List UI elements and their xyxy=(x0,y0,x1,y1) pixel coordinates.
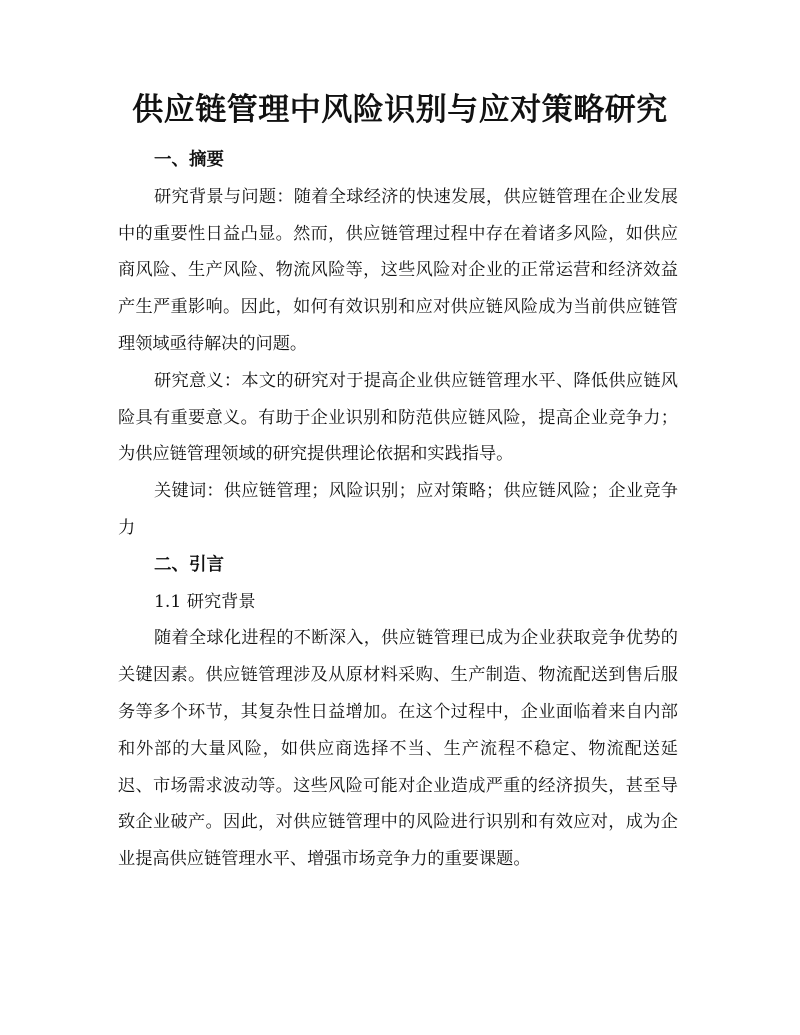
abstract-significance-paragraph: 研究意义：本文的研究对于提高企业供应链管理水平、降低供应链风险具有重要意义。有助于企业识别和防范供应链风险，提高企业竞争力；为供应链管理领域的研究提供理论依据和实践指导。 xyxy=(118,370,678,465)
research-background-subheading: 1.1 研究背景 xyxy=(154,591,256,612)
keywords-paragraph: 关键词：供应链管理；风险识别；应对策略；供应链风险；企业竞争力 xyxy=(118,481,678,538)
document-title: 供应链管理中风险识别与应对策略研究 xyxy=(132,92,668,128)
abstract-heading: 一、摘要 xyxy=(154,150,224,170)
abstract-background-paragraph: 研究背景与问题：随着全球经济的快速发展，供应链管理在企业发展中的重要性日益凸显。然而，供应链管理过程中存在着诸多风险，如供应商风险、生产风险、物流风险等，这些风险对企业的正常运营和经济效益产生严重影响。因此，如何有效识别和应对供应链风险成为当前供应链管理领域亟待解决的问题。 xyxy=(118,186,678,354)
document-body xyxy=(118,142,678,878)
introduction-heading: 二、引言 xyxy=(154,554,224,575)
research-background-paragraph: 随着全球化进程的不断深入，供应链管理已成为企业获取竞争优势的关键因素。供应链管理涉及从原材料采购、生产制造、物流配送到售后服务等多个环节，其复杂性日益增加。在这个过程中，企业面临着来自内部和外部的大量风险，如供应商选择不当、生产流程不稳定、物流配送延迟、市场需求波动等。这些风险可能对企业造成严重的经济损失，甚至导致企业破产。因此，对供应链管理中的风险进行识别和有效应对，成为企业提高供应链管理水平、增强市场竞争力的重要课题。 xyxy=(118,628,678,870)
